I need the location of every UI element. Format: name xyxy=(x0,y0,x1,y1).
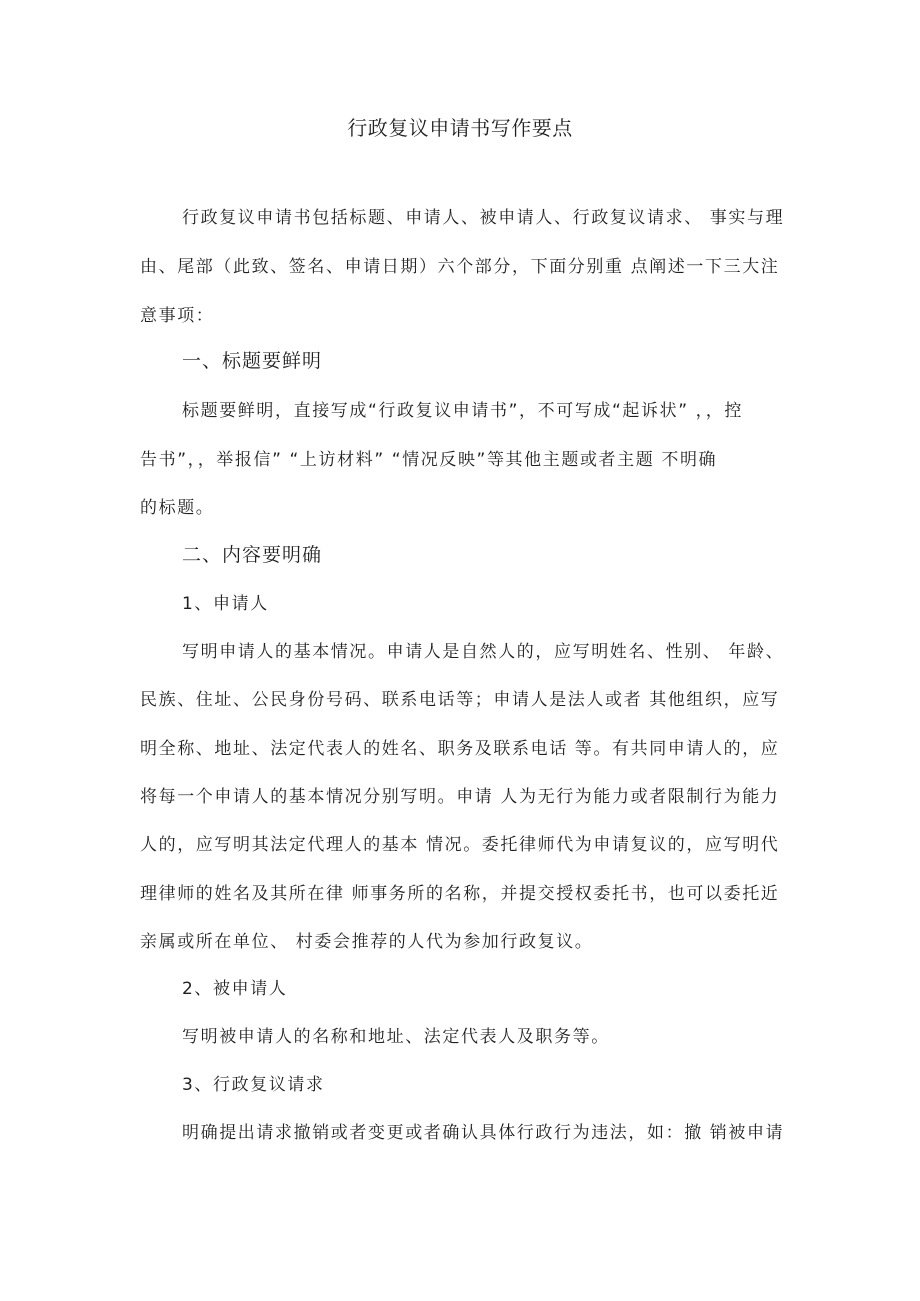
intro-line: 行政复议申请书包括标题、申请人、被申请人、行政复议请求、 事实与理 xyxy=(182,208,785,228)
applicant-line: 民族、住址、公民身份号码、联系电话等；申请人是法人或者 其他组织，应写 xyxy=(140,690,780,710)
section1-line: 的标题。 xyxy=(140,498,215,518)
applicant-line: 人的，应写明其法定代理人的基本 情况。委托律师代为申请复议的，应写明代 xyxy=(140,835,780,855)
applicant-line: 亲属或所在单位、 村委会推荐的人代为参加行政复议。 xyxy=(140,932,594,952)
section-heading-content: 二、内容要明确 xyxy=(182,544,323,566)
applicant-line: 写明申请人的基本情况。申请人是自然人的，应写明姓名、性别、 年龄、 xyxy=(182,642,785,662)
applicant-line: 将每一个申请人的基本情况分别写明。申请 人为无行为能力或者限制行为能力 xyxy=(140,787,780,807)
section1-line: 标题要鲜明，直接写成“行政复议申请书”，不可写成“起诉状” ，，控 xyxy=(182,401,743,421)
subheading-request: 3、行政复议请求 xyxy=(182,1075,325,1095)
applicant-line: 明全称、地址、法定代表人的姓名、职务及联系电话 等。有共同申请人的，应 xyxy=(140,739,780,759)
applicant-line: 理律师的姓名及其所在律 师事务所的名称，并提交授权委托书，也可以委托近 xyxy=(140,884,780,904)
section1-line: 告书”，，举报信” “上访材料” “情况反映”等其他主题或者主题 不明确 xyxy=(140,450,718,470)
intro-line: 由、尾部（此致、签名、申请日期）六个部分，下面分别重 点阐述一下三大注 xyxy=(140,257,780,277)
document-title: 行政复议申请书写作要点 xyxy=(347,116,573,140)
subheading-applicant: 1、申请人 xyxy=(182,594,269,614)
section-heading-title: 一、标题要鲜明 xyxy=(182,350,323,372)
respondent-line: 写明被申请人的名称和地址、法定代表人及职务等。 xyxy=(182,1027,610,1047)
intro-line: 意事项： xyxy=(140,306,215,326)
request-line: 明确提出请求撤销或者变更或者确认具体行政行为违法，如：撤 销被申请 xyxy=(182,1123,785,1143)
subheading-respondent: 2、被申请人 xyxy=(182,979,288,999)
